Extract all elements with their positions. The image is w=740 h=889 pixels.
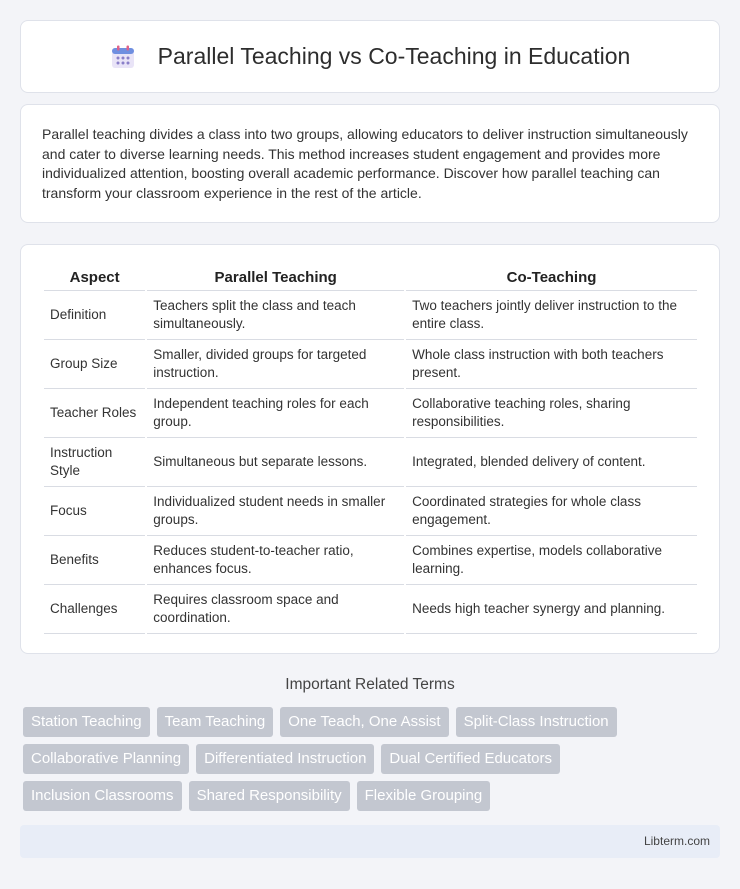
tag-flexible-grouping[interactable]: Flexible Grouping [357, 781, 491, 811]
cell-aspect: Definition [44, 291, 145, 340]
cell-parallel: Requires classroom space and coordination. [147, 585, 404, 634]
header-aspect: Aspect [44, 265, 145, 291]
related-terms [23, 707, 723, 818]
cell-aspect: Instruction Style [44, 438, 145, 487]
table-row [44, 389, 697, 438]
calendar-icon [110, 44, 136, 70]
table-row [44, 585, 697, 634]
page-title: Parallel Teaching vs Co-Teaching in Education [157, 43, 631, 69]
comparison-table [42, 265, 699, 634]
tag-split-class-instruction[interactable]: Split-Class Instruction [456, 707, 617, 737]
intro-card [20, 104, 720, 223]
table-row [44, 340, 697, 389]
tag-row [23, 744, 723, 774]
cell-aspect: Focus [44, 487, 145, 536]
related-terms-title: Important Related Terms [285, 676, 455, 693]
tag-row [23, 781, 723, 811]
cell-co: Coordinated strategies for whole class engagement. [406, 487, 697, 536]
cell-co: Needs high teacher synergy and planning. [406, 585, 697, 634]
comparison-card [20, 244, 720, 654]
tag-one-teach-one-assist[interactable]: One Teach, One Assist [280, 707, 448, 737]
tag-team-teaching[interactable]: Team Teaching [157, 707, 274, 737]
cell-parallel: Individualized student needs in smaller groups. [147, 487, 404, 536]
tag-shared-responsibility[interactable]: Shared Responsibility [189, 781, 350, 811]
cell-co: Whole class instruction with both teachers present. [406, 340, 697, 389]
header-card [20, 20, 720, 93]
cell-parallel: Teachers split the class and teach simultaneously. [147, 291, 404, 340]
tag-differentiated-instruction[interactable]: Differentiated Instruction [196, 744, 374, 774]
cell-aspect: Group Size [44, 340, 145, 389]
table-row [44, 438, 697, 487]
tag-collaborative-planning[interactable]: Collaborative Planning [23, 744, 189, 774]
cell-aspect: Benefits [44, 536, 145, 585]
cell-aspect: Teacher Roles [44, 389, 145, 438]
tag-station-teaching[interactable]: Station Teaching [23, 707, 150, 737]
cell-co: Collaborative teaching roles, sharing responsibilities. [406, 389, 697, 438]
cell-parallel: Independent teaching roles for each group. [147, 389, 404, 438]
footer [20, 825, 720, 858]
cell-co: Two teachers jointly deliver instruction to the entire class. [406, 291, 697, 340]
tag-row [23, 707, 723, 737]
cell-aspect: Challenges [44, 585, 145, 634]
cell-co: Integrated, blended delivery of content. [406, 438, 697, 487]
table-row [44, 291, 697, 340]
tag-dual-certified-educators[interactable]: Dual Certified Educators [381, 744, 560, 774]
table-header-row [44, 265, 697, 291]
cell-parallel: Simultaneous but separate lessons. [147, 438, 404, 487]
header-parallel-teaching: Parallel Teaching [147, 265, 404, 291]
cell-parallel: Smaller, divided groups for targeted instruction. [147, 340, 404, 389]
table-row [44, 536, 697, 585]
footer-site-link[interactable]: Libterm.com [643, 834, 710, 848]
intro-text: Parallel teaching divides a class into two groups, allowing educators to deliver instruction simultaneously and cater to diverse learning needs. This method increases student engagement and provides more individualized attention, boosting overall academic performance. Discover how parallel teaching can transform your classroom experience in the rest of the article. [42, 126, 688, 201]
header-co-teaching: Co-Teaching [406, 265, 697, 291]
cell-parallel: Reduces student-to-teacher ratio, enhances focus. [147, 536, 404, 585]
table-row [44, 487, 697, 536]
tag-inclusion-classrooms[interactable]: Inclusion Classrooms [23, 781, 182, 811]
cell-co: Combines expertise, models collaborative learning. [406, 536, 697, 585]
